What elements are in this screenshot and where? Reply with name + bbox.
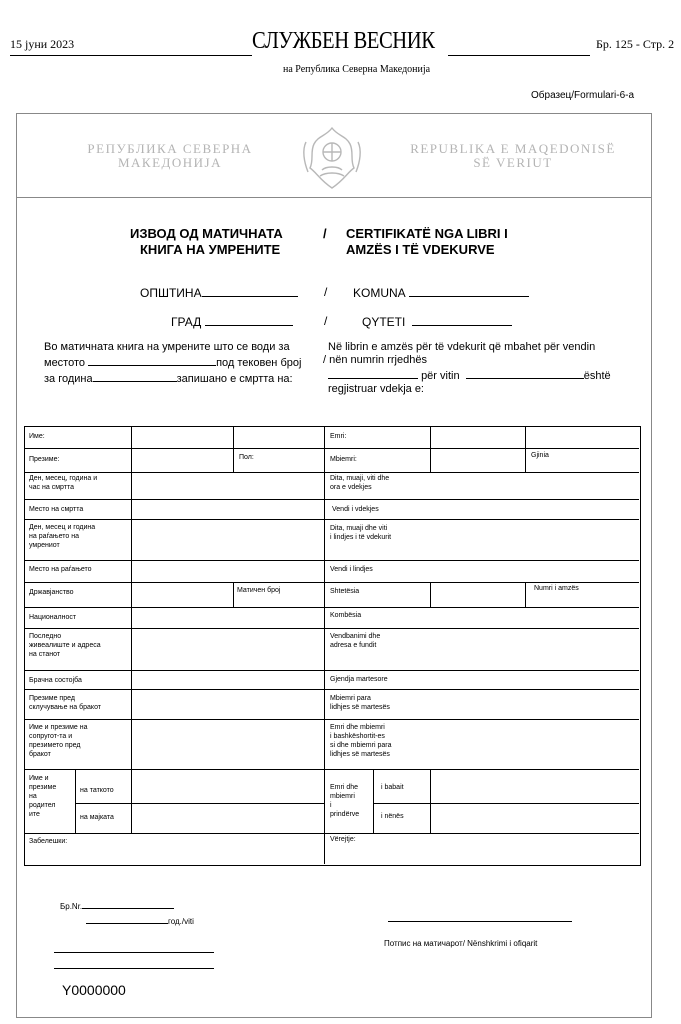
komuna-label: KOMUNA [353, 286, 406, 300]
label-posledno-2: живеалиште и адреса [29, 642, 101, 649]
god-field [86, 915, 194, 926]
vitin-blank[interactable] [466, 367, 584, 379]
label-mesto-rag: Место на раѓањето [29, 566, 92, 573]
label-i-nenes: i nënës [381, 813, 404, 820]
banner-divider [16, 197, 652, 198]
label-den-smrt-1: Ден, месец, година и [29, 475, 98, 482]
opstina-label: ОПШТИНА [140, 286, 202, 300]
label-roditeli-4: родител [29, 802, 56, 809]
qyteti-label: QYTETI [362, 315, 406, 329]
table-rule [25, 582, 639, 583]
grad-label: ГРАД [171, 315, 202, 329]
opstina-field [140, 285, 298, 300]
label-maticen-broj: Матичен број [237, 587, 281, 594]
label-dita-vdek [330, 474, 389, 492]
label-roditeli-2: презиме [29, 784, 57, 791]
label-emri-prind-3: i [330, 802, 332, 809]
label-prezime-pred-2: склучување на бракот [29, 704, 102, 711]
label-emri-prind-4: prindërve [330, 811, 360, 818]
banner-right-line-1: REPUBLIKA E MAQEDONISË [410, 141, 616, 156]
table-rule [25, 560, 639, 561]
banner-left [60, 142, 280, 170]
br-nr-field [60, 900, 174, 911]
intro-mk [44, 341, 301, 386]
label-drzavjanstvo: Државјанство [29, 589, 74, 596]
table-rule [525, 427, 526, 472]
intro-mk-line-3 [44, 370, 301, 386]
footer-line-2 [54, 968, 214, 969]
label-zabeleski: Забелешки: [29, 838, 68, 845]
label-na-majkata: на мајката [80, 814, 114, 821]
gazette-subtitle: на Република Северна Македонија [283, 64, 431, 75]
label-vendbanimi-2: adresa e fundit [330, 642, 377, 649]
label-gjinia: Gjinia [531, 452, 549, 459]
issue-date: 15 јуни 2023 [10, 37, 75, 51]
intro-mk-godina: за година [44, 373, 93, 385]
record-table [24, 426, 641, 866]
intro-mk-line-2 [44, 354, 301, 370]
label-vendi-lind: Vendi i lindjes [330, 566, 373, 573]
label-shtetesia: Shtetësia [330, 588, 360, 595]
label-ime-sopr-4: бракот [29, 751, 51, 758]
intro-sq-line-1: Në librin e amzës për të vdekurit që mbahet për vendin [328, 341, 596, 353]
label-den-rag [29, 523, 95, 550]
title-mk-line-2: КНИГА НА УМРЕНИТЕ [140, 242, 281, 257]
label-emri-bash-4: lidhjes së martesës [330, 751, 390, 758]
label-prezime-pred [29, 694, 101, 712]
table-rule [430, 427, 431, 472]
label-dita-lind [330, 524, 391, 542]
label-den-rag-2: на раѓањето на [29, 533, 80, 540]
godina-blank[interactable] [93, 370, 177, 382]
signature-label: Потпис на матичарот/ Nënshkrimi i ofiqarit [384, 939, 538, 948]
label-dita-lind-2: i lindjes i të vdekurit [330, 534, 392, 541]
intro-sq-eshte: është [583, 370, 611, 382]
label-ime-sopr-1: Име и презиме на [29, 724, 88, 731]
banner-left-line-2: МАКЕДОНИЈА [117, 155, 223, 170]
label-roditeli-1: Име и [29, 775, 49, 782]
intro-sq-line-2: / nën numrin rrjedhës [323, 354, 427, 366]
grad-field [171, 314, 293, 329]
title-sq-line-1: CERTIFIKATË NGA LIBRI I [346, 226, 508, 241]
label-na-tatkoto: на таткото [80, 787, 114, 794]
label-emri-prind [330, 783, 359, 819]
table-rule [25, 472, 639, 473]
table-rule [25, 628, 639, 629]
intro-mk-zapisano: запишано е смртта на: [176, 373, 293, 385]
numri-blank[interactable] [328, 367, 418, 379]
table-rule [430, 582, 431, 607]
label-mbiemri-para [330, 694, 390, 712]
label-emri-prind-2: mbiemri [330, 793, 355, 800]
label-dita-lind-1: Dita, muaji dhe viti [330, 525, 388, 532]
label-emri-bash [330, 723, 391, 759]
table-rule [25, 519, 639, 520]
table-rule [430, 769, 431, 833]
label-den-rag-3: умрениот [29, 542, 60, 549]
table-rule [131, 427, 132, 833]
footer-line-1 [54, 952, 214, 953]
header-rule-left [10, 55, 252, 56]
komuna-blank[interactable] [409, 285, 529, 297]
intro-sq [323, 341, 611, 396]
label-pol: Пол: [239, 454, 254, 461]
title-mk [130, 226, 283, 258]
title-mk-line-1: ИЗВОД ОД МАТИЧНАТА [130, 226, 283, 241]
table-rule [25, 670, 639, 671]
label-emri-bash-2: i bashkëshortit-es [330, 733, 385, 740]
label-vendi-vdek: Vendi i vdekjes [332, 506, 379, 513]
table-rule [373, 803, 639, 804]
label-roditeli [29, 774, 56, 819]
signature-line[interactable] [388, 921, 572, 922]
br-nr-blank[interactable] [82, 900, 174, 909]
table-rule [25, 833, 639, 834]
label-prezime-pred-1: Презиме пред [29, 695, 75, 702]
place-sep-2: / [324, 314, 328, 328]
god-blank[interactable] [86, 915, 168, 924]
label-emri-prind-1: Emri dhe [330, 784, 359, 791]
table-rule [373, 769, 374, 833]
coat-of-arms-icon [296, 122, 368, 194]
label-emri: Emri: [330, 433, 347, 440]
table-rule [25, 499, 639, 500]
label-nacionalnost: Националност [29, 614, 77, 621]
table-rule [324, 427, 325, 864]
qyteti-blank[interactable] [412, 314, 512, 326]
table-rule [233, 427, 234, 472]
table-rule [75, 803, 324, 804]
label-ime: Име: [29, 433, 45, 440]
label-numri-amzes: Numri i amzës [534, 585, 579, 592]
label-mbiemri-para-2: lidhjes së martesës [330, 704, 390, 711]
label-ime-sopr-3: презимето пред [29, 742, 81, 749]
table-rule [75, 769, 76, 833]
br-nr-label: Бр.Nr. [60, 902, 83, 911]
gazette-title: СЛУЖБЕН ВЕСНИК [252, 28, 435, 54]
table-rule [25, 769, 639, 770]
intro-sq-line-4: regjistruar vdekja e: [328, 383, 424, 395]
label-posledno-3: на станот [29, 651, 61, 658]
banner-left-line-1: РЕПУБЛИКА СЕВЕРНА [87, 141, 253, 156]
intro-mk-broj: под тековен број [216, 357, 302, 369]
label-posledno [29, 632, 101, 659]
label-posledno-1: Последно [29, 633, 62, 640]
label-mbiemri: Mbiemri: [330, 456, 357, 463]
komuna-field [353, 285, 529, 300]
label-ime-sopr [29, 723, 88, 759]
table-rule [525, 582, 526, 607]
qyteti-field [362, 314, 512, 329]
label-roditeli-3: на [29, 793, 37, 800]
label-ime-sopr-2: сопругот-та и [29, 733, 73, 740]
serial-number: Y0000000 [62, 982, 126, 998]
intro-sq-vitin: për vitin [421, 370, 460, 382]
opstina-blank[interactable] [202, 285, 298, 297]
label-den-rag-1: Ден, месец и година [29, 524, 96, 531]
intro-mk-line-1: Во матичната книга на умрените што се води за [44, 341, 290, 353]
label-dita-vdek-1: Dita, muaji, viti dhe [330, 475, 390, 482]
header-rule-right [448, 55, 590, 56]
table-rule [25, 448, 639, 449]
label-vendbanimi-1: Vendbanimi dhe [330, 633, 381, 640]
banner-right [378, 142, 648, 170]
form-id: Образец/Formulari-6-a [531, 90, 635, 101]
table-rule [25, 719, 639, 720]
label-mesto-smrt: Место на смртта [29, 506, 84, 513]
banner-right-line-2: SË VERIUT [473, 155, 553, 170]
label-prezime: Презиме: [29, 456, 60, 463]
label-den-smrt [29, 474, 97, 492]
table-rule [25, 689, 639, 690]
label-mbiemri-para-1: Mbiemri para [330, 695, 371, 702]
label-roditeli-5: ите [29, 811, 40, 818]
label-dita-vdek-2: ora e vdekjes [330, 484, 372, 491]
intro-mk-mestoto: местото [44, 357, 86, 369]
label-gjendja: Gjendja martesore [330, 676, 388, 683]
label-emri-bash-3: si dhe mbiemri para [330, 742, 392, 749]
label-verejtje: Vërejtje: [330, 836, 356, 843]
intro-sq-line-3 [328, 367, 611, 383]
table-rule [233, 582, 234, 607]
label-den-smrt-2: час на смртта [29, 484, 74, 491]
place-sep-1: / [324, 285, 328, 299]
mestoto-blank[interactable] [88, 354, 216, 366]
title-separator: / [323, 226, 327, 241]
issue-number: Бр. 125 - Стр. 2 [596, 37, 675, 51]
label-bracna: Брачна состојба [29, 677, 82, 684]
label-vendbanimi [330, 632, 380, 650]
god-label: год./viti [168, 917, 194, 926]
table-rule [25, 607, 639, 608]
grad-blank[interactable] [205, 314, 293, 326]
label-kombesia: Kombësia [330, 612, 362, 619]
label-emri-bash-1: Emri dhe mbiemri [330, 724, 385, 731]
title-sq-line-2: AMZËS I TË VDEKURVE [346, 242, 495, 257]
title-sq [346, 226, 508, 258]
label-i-babait: i babait [381, 784, 404, 791]
